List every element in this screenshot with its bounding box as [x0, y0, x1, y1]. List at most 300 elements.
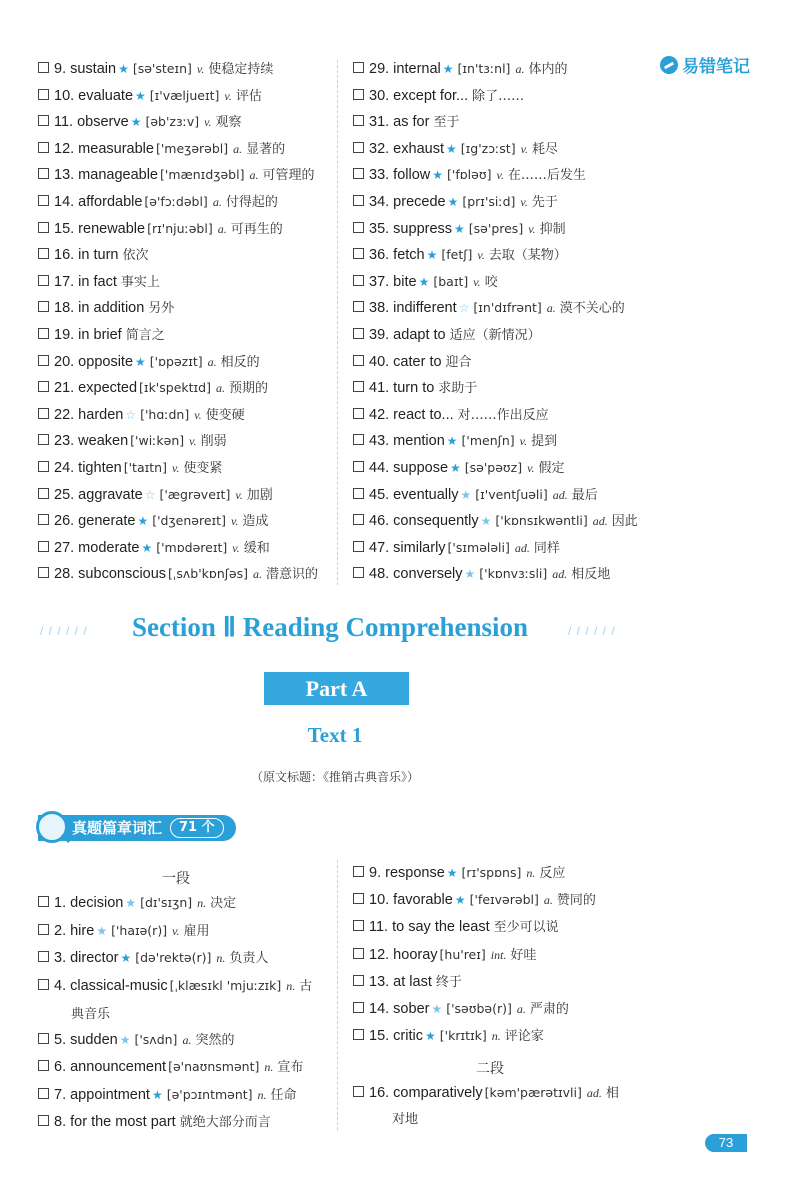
importance-star-icon: ★ [96, 924, 108, 938]
item-pos: n. [264, 1060, 274, 1074]
checkbox-icon[interactable] [353, 248, 364, 259]
item-pos: ad. [552, 487, 568, 502]
item-pos: a. [543, 893, 553, 908]
item-meaning: 相 [605, 1086, 619, 1101]
checkbox-icon[interactable] [353, 1002, 364, 1013]
item-pos: n. [216, 951, 226, 965]
checkbox-icon[interactable] [38, 1060, 49, 1071]
item-pos: a. [207, 354, 217, 369]
item-phonetic: ['kɒnvɜːsli] [479, 566, 548, 582]
item-phonetic: ['hɑːdn] [140, 406, 190, 422]
list-item [353, 406, 549, 425]
item-word: 16. comparatively [369, 1085, 483, 1101]
checkbox-icon[interactable] [353, 381, 364, 392]
list-item [353, 60, 567, 79]
item-phonetic: ['ɒpəzɪt] [149, 353, 203, 369]
list-item [353, 166, 586, 185]
item-word: 12. hooray [369, 946, 438, 963]
item-phonetic: ['feɪvərəbl] [469, 892, 539, 908]
item-meaning: 抑制 [539, 221, 566, 237]
notes-badge [660, 52, 750, 77]
list-item [353, 946, 536, 965]
item-phonetic: [baɪt] [433, 273, 469, 289]
item-pos: a. [253, 567, 263, 582]
importance-star-icon: ★ [119, 1033, 131, 1047]
checkbox-icon[interactable] [353, 541, 364, 552]
checkbox-icon[interactable] [38, 951, 49, 962]
item-word: 14. sober [369, 1001, 430, 1017]
checkbox-icon[interactable] [353, 222, 364, 233]
item-phonetic: [ɪk'spektɪd] [139, 380, 211, 396]
importance-star-icon: ★ [137, 514, 149, 529]
item-pos: v. [230, 514, 239, 529]
item-meaning: 体内的 [528, 62, 568, 77]
list-item [353, 486, 598, 505]
item-word: 37. bite [369, 273, 417, 290]
checkbox-icon[interactable] [38, 434, 49, 445]
importance-star-icon: ★ [418, 274, 430, 289]
item-phonetic: ['haɪə(r)] [111, 923, 168, 938]
checkbox-icon[interactable] [353, 434, 364, 445]
item-meaning: 削弱 [200, 434, 227, 450]
item-meaning: 雇用 [183, 924, 210, 939]
item-pos: a. [249, 168, 259, 183]
item-meaning: 提到 [531, 434, 558, 450]
checkbox-icon[interactable] [38, 488, 49, 499]
checkbox-icon[interactable] [353, 461, 364, 472]
list-item [38, 486, 273, 505]
list-item [38, 379, 268, 398]
item-word: 25. aggravate [54, 486, 143, 503]
importance-star-icon: ★ [446, 434, 458, 449]
item-word: 3. director [54, 950, 119, 966]
item-pos: a. [516, 1002, 526, 1016]
item-meaning: 事实上 [120, 274, 160, 290]
checkbox-icon[interactable] [38, 89, 49, 100]
checkbox-icon[interactable] [38, 514, 49, 525]
item-meaning: 依次 [122, 248, 149, 264]
item-word: 35. suppress [369, 220, 453, 237]
importance-star-icon: ★ [141, 540, 153, 555]
item-pos: v. [204, 115, 212, 130]
list-item [353, 1027, 544, 1046]
checkbox-icon[interactable] [353, 514, 364, 525]
item-word: 8. for the most part [54, 1114, 176, 1130]
importance-star-icon: ★ [431, 1002, 443, 1016]
checkbox-icon[interactable] [353, 275, 364, 286]
list-item [353, 193, 558, 212]
item-word: 17. in fact [54, 273, 117, 290]
item-pos: a. [233, 141, 243, 156]
item-pos: v. [473, 274, 481, 289]
list-item [38, 113, 242, 132]
item-word: 15. renewable [54, 220, 146, 237]
item-word: 11. observe [54, 114, 129, 131]
item-word: 40. cater to [369, 353, 442, 370]
checkbox-icon[interactable] [38, 168, 49, 179]
checkbox-icon[interactable] [38, 1088, 49, 1099]
item-phonetic: [rɪ'njuːəbl] [147, 220, 213, 236]
list-item [38, 1086, 297, 1105]
checkbox-icon[interactable] [38, 381, 49, 392]
item-meaning: 耗尽 [532, 141, 559, 157]
importance-star-icon: ★ [426, 248, 438, 263]
checkbox-icon[interactable] [353, 408, 364, 419]
item-phonetic: [ˌsʌb'kɒnʃəs] [168, 566, 249, 582]
item-word: 36. fetch [369, 247, 425, 264]
item-word: 9. response [369, 865, 445, 881]
item-pos: v. [189, 434, 197, 449]
item-word: 12. measurable [54, 140, 154, 157]
checkbox-icon[interactable] [38, 408, 49, 419]
importance-star-icon: ★ [454, 221, 465, 236]
item-phonetic: [sə'pəʊz] [464, 460, 523, 475]
item-word: 23. weaken [54, 433, 129, 450]
item-phonetic: [kəm'pærətɪvli] [484, 1085, 582, 1100]
list-item [38, 193, 278, 212]
item-word: 11. to say the least [369, 919, 490, 936]
list-item [353, 353, 472, 372]
checkbox-icon[interactable] [38, 115, 49, 126]
checkbox-icon[interactable] [38, 461, 49, 472]
vocab-count-badge: 71 个 [170, 818, 224, 838]
item-phonetic: [prɪ'siːd] [462, 194, 516, 209]
item-pos: v. [527, 461, 535, 475]
item-meaning: 先于 [531, 195, 558, 210]
badge-label: 易错笔记 [682, 57, 750, 76]
item-word: 16. in turn [54, 247, 119, 264]
importance-star-icon: ★ [464, 567, 476, 582]
page-number: 73 [705, 1134, 747, 1152]
item-meaning: 评估 [235, 88, 262, 104]
item-word: 6. announcement [54, 1059, 167, 1075]
item-phonetic: ['dʒenəreɪt] [152, 513, 226, 529]
checkbox-icon[interactable] [353, 893, 364, 904]
item-meaning: 迎合 [445, 354, 472, 370]
item-meaning: 严肃的 [529, 1002, 569, 1017]
list-item [38, 166, 314, 185]
checkbox-icon[interactable] [353, 89, 364, 100]
item-meaning: 咬 [484, 274, 498, 290]
item-meaning: 潜意识的 [266, 567, 319, 583]
importance-star-icon: ★ [130, 115, 142, 130]
item-word: 21. expected [54, 380, 138, 397]
item-word: 24. tighten [54, 460, 122, 476]
item-pos: a. [215, 381, 225, 396]
item-phonetic: ['wiːkən] [130, 433, 185, 449]
item-pos: a. [182, 1033, 192, 1047]
item-phonetic: ['menʃn] [461, 433, 515, 449]
checkbox-icon[interactable] [38, 1115, 49, 1126]
item-meaning: 就绝大部分而言 [179, 1115, 271, 1130]
item-meaning: 在……后发生 [507, 168, 586, 184]
item-meaning: 宣布 [277, 1060, 304, 1075]
checkbox-icon[interactable] [353, 1086, 364, 1097]
checkbox-icon[interactable] [38, 301, 49, 312]
item-meaning: 预期的 [228, 381, 268, 397]
item-phonetic: [əb'zɜːv] [145, 114, 200, 130]
item-meaning: 反应 [539, 866, 566, 881]
paragraph-label-2: 二段 [476, 1061, 504, 1077]
list-item [353, 918, 559, 937]
list-item [353, 273, 498, 292]
list-item [38, 246, 149, 265]
item-phonetic: [ɪ'ventʃuəli] [475, 486, 548, 502]
checkbox-icon[interactable] [38, 567, 49, 578]
list-item [353, 973, 462, 992]
checkbox-icon[interactable] [353, 920, 364, 931]
list-item [353, 299, 625, 318]
importance-star-icon: ★ [151, 1088, 163, 1102]
item-phonetic: [ɪn'dɪfrənt] [473, 300, 542, 316]
checkbox-icon[interactable] [353, 975, 364, 986]
importance-star-icon: ★ [425, 1029, 436, 1044]
list-item [353, 220, 566, 239]
item-word: 10. evaluate [54, 87, 134, 104]
item-pos: ad. [552, 567, 568, 582]
list-item [38, 353, 260, 372]
item-word: 33. follow [369, 167, 431, 184]
item-word: 20. opposite [54, 353, 134, 370]
checkbox-icon[interactable] [353, 301, 364, 312]
item-pos: n. [257, 1088, 267, 1102]
list-item [353, 113, 459, 132]
checkbox-icon[interactable] [353, 1029, 364, 1040]
item-pos: v. [171, 461, 180, 475]
list-item [353, 864, 565, 883]
vocab-banner [38, 815, 236, 841]
list-item [38, 140, 285, 159]
item-word: 44. suppose [369, 460, 449, 476]
checkbox-icon[interactable] [353, 195, 364, 206]
item-meaning: 古 [299, 979, 313, 994]
checkbox-icon[interactable] [38, 195, 49, 206]
item-phonetic: ['ægrəveɪt] [159, 486, 231, 502]
item-meaning: 好哇 [510, 947, 537, 963]
item-word: 13. at last [369, 973, 432, 990]
item16-continuation: 对地 [392, 1112, 419, 1127]
item-word: 10. favorable [369, 892, 453, 909]
item-meaning: 可管理的 [262, 168, 315, 184]
item-meaning: 突然的 [195, 1033, 235, 1048]
list-item [38, 326, 165, 345]
list-item [38, 87, 262, 106]
list-item [38, 565, 318, 584]
importance-star-icon: ★ [460, 487, 472, 502]
list-item [353, 432, 557, 451]
item-pos: v. [528, 221, 536, 236]
item-phonetic: [ɪn'tɜːnl] [457, 61, 511, 76]
item-word: 5. sudden [54, 1032, 118, 1048]
item-phonetic: [ɪg'zɔːst] [460, 140, 516, 156]
item-meaning: 终于 [435, 974, 462, 990]
part-heading: Part A [264, 672, 409, 705]
item-word: 26. generate [54, 513, 136, 530]
checkbox-icon[interactable] [38, 896, 49, 907]
item-word: 9. sustain [54, 61, 117, 77]
item-pos: a. [515, 62, 525, 76]
item-phonetic: ['fɒləʊ] [447, 167, 492, 183]
item-phonetic: ['səʊbə(r)] [446, 1001, 512, 1016]
item-meaning: 漠不关心的 [559, 301, 625, 317]
item-word: 7. appointment [54, 1087, 150, 1103]
item-phonetic: [fetʃ] [441, 247, 473, 263]
list-item [353, 1000, 569, 1019]
item-phonetic: ['sɪmələli] [447, 539, 510, 555]
list-item [38, 299, 174, 318]
list-item [353, 87, 524, 106]
checkbox-icon[interactable] [38, 248, 49, 259]
checkbox-icon[interactable] [38, 328, 49, 339]
item-word: 30. except for... [369, 87, 469, 104]
checkbox-icon[interactable] [353, 115, 364, 126]
item-meaning: 任命 [270, 1088, 297, 1103]
item-pos: a. [217, 221, 227, 236]
item-word: 15. critic [369, 1028, 423, 1045]
item-meaning: 对……作出反应 [457, 407, 549, 423]
checkbox-icon[interactable] [38, 275, 49, 286]
item-word: 48. conversely [369, 566, 463, 583]
importance-star-icon: ☆ [125, 407, 137, 422]
item-meaning: 观察 [215, 115, 242, 131]
item-phonetic: ['mɒdəreɪt] [156, 539, 228, 555]
item-word: 13. manageable [54, 167, 158, 184]
importance-star-icon: ★ [480, 514, 492, 529]
importance-star-icon: ★ [442, 62, 454, 76]
importance-star-icon: ★ [120, 951, 132, 965]
item-meaning: 评论家 [504, 1029, 544, 1045]
item-meaning: 至少可以说 [493, 920, 559, 936]
checkbox-icon[interactable] [353, 168, 364, 179]
item-meaning: 使稳定持续 [208, 62, 274, 77]
list-item [38, 922, 210, 941]
item-pos: v. [519, 434, 528, 449]
item-phonetic: [dɪ'sɪʒn] [140, 895, 193, 910]
list-item [38, 894, 236, 913]
item-pos: ad. [592, 514, 608, 529]
item-phonetic: [rɪ'spɒns] [461, 865, 522, 880]
item-meaning: 相反地 [571, 567, 611, 583]
item-phonetic: ['meʒərəbl] [155, 140, 229, 156]
item-phonetic: ['mænɪdʒəbl] [160, 167, 245, 183]
column-divider-bottom [337, 860, 339, 1130]
list-item [353, 326, 541, 345]
item-pos: v. [235, 487, 243, 502]
checkbox-icon[interactable] [353, 142, 364, 153]
item-word: 27. moderate [54, 539, 140, 556]
checkbox-icon[interactable] [38, 62, 49, 73]
item-meaning: 另外 [148, 301, 175, 317]
checkbox-icon[interactable] [38, 222, 49, 233]
checkbox-icon[interactable] [38, 924, 49, 935]
item-word: 39. adapt to [369, 327, 446, 343]
decorative-dashes-right: / / / / / / [568, 624, 616, 638]
checkbox-icon[interactable] [353, 866, 364, 877]
decorative-dashes-left: / / / / / / [40, 624, 88, 638]
item-pos: v. [196, 62, 205, 76]
column-divider [337, 60, 339, 585]
classical-music-continuation: 典音乐 [71, 1007, 111, 1022]
item-meaning: 求助于 [438, 381, 478, 397]
item-pos: v. [232, 540, 240, 555]
checkbox-icon[interactable] [353, 567, 364, 578]
list-item [353, 891, 596, 910]
checkbox-icon[interactable] [38, 541, 49, 552]
item-pos: v. [496, 168, 504, 183]
checkbox-icon[interactable] [353, 488, 364, 499]
item-meaning: 可再生的 [230, 221, 283, 237]
item-word: 32. exhaust [369, 140, 444, 157]
item-meaning: 除了…… [472, 88, 525, 104]
importance-star-icon: ★ [135, 88, 146, 103]
checkbox-icon[interactable] [353, 948, 364, 959]
item-meaning: 付得起的 [225, 195, 278, 210]
item-pos: v. [172, 924, 180, 938]
text-heading: Text 1 [307, 723, 363, 747]
item-meaning: 使变硬 [205, 407, 245, 423]
list-item [38, 459, 222, 478]
checkbox-icon[interactable] [38, 355, 49, 366]
item-word: 42. react to... [369, 406, 454, 423]
item-word: 31. as for [369, 114, 430, 131]
item-phonetic: [hu'reɪ] [439, 946, 486, 962]
item-phonetic: [ə'naʊnsmənt] [168, 1059, 260, 1074]
item-meaning: 去取（某物） [488, 248, 567, 264]
item-phonetic: ['taɪtn] [123, 460, 167, 475]
item-pos: n. [197, 896, 207, 910]
item-word: 41. turn to [369, 380, 435, 397]
item-meaning: 负责人 [229, 951, 269, 966]
list-item [353, 539, 560, 558]
item-phonetic: ['kɒnsɪkwəntli] [495, 513, 588, 529]
item-pos: v. [224, 88, 232, 103]
list-item [38, 60, 273, 79]
list-item [353, 512, 638, 531]
checkbox-icon[interactable] [38, 979, 49, 990]
checkbox-icon[interactable] [38, 142, 49, 153]
importance-star-icon: ☆ [458, 301, 470, 316]
item-pos: a. [546, 301, 556, 316]
item-word: 4. classical-music [54, 978, 168, 994]
checkbox-icon[interactable] [353, 355, 364, 366]
item-meaning: 加剧 [246, 487, 273, 503]
item-phonetic: [ˌklæsɪkl 'mjuːzɪk] [169, 978, 282, 993]
item-word: 34. precede [369, 194, 446, 210]
item-meaning: 最后 [571, 487, 598, 503]
item-word: 47. similarly [369, 539, 446, 556]
item-meaning: 使变紧 [183, 461, 223, 476]
list-item [38, 1113, 271, 1132]
list-item [353, 140, 558, 159]
checkbox-icon[interactable] [353, 328, 364, 339]
checkbox-icon[interactable] [38, 1033, 49, 1044]
checkbox-icon[interactable] [353, 62, 364, 73]
importance-star-icon: ☆ [144, 487, 156, 502]
item-word: 19. in brief [54, 327, 122, 343]
importance-star-icon: ★ [450, 461, 461, 475]
list-item [38, 432, 227, 451]
magnifier-icon [36, 811, 68, 843]
item-phonetic: [sə'pres] [468, 220, 524, 236]
item-pos: ad. [586, 1086, 602, 1100]
pen-icon [660, 56, 678, 74]
item-word: 14. affordable [54, 194, 143, 210]
item-pos: n. [286, 979, 296, 993]
item-phonetic: [də'rektə(r)] [135, 950, 212, 965]
item-phonetic: [ə'pɔɪntmənt] [166, 1087, 253, 1102]
list-item [38, 539, 270, 558]
item-phonetic: [ɪ'væljueɪt] [149, 87, 220, 103]
